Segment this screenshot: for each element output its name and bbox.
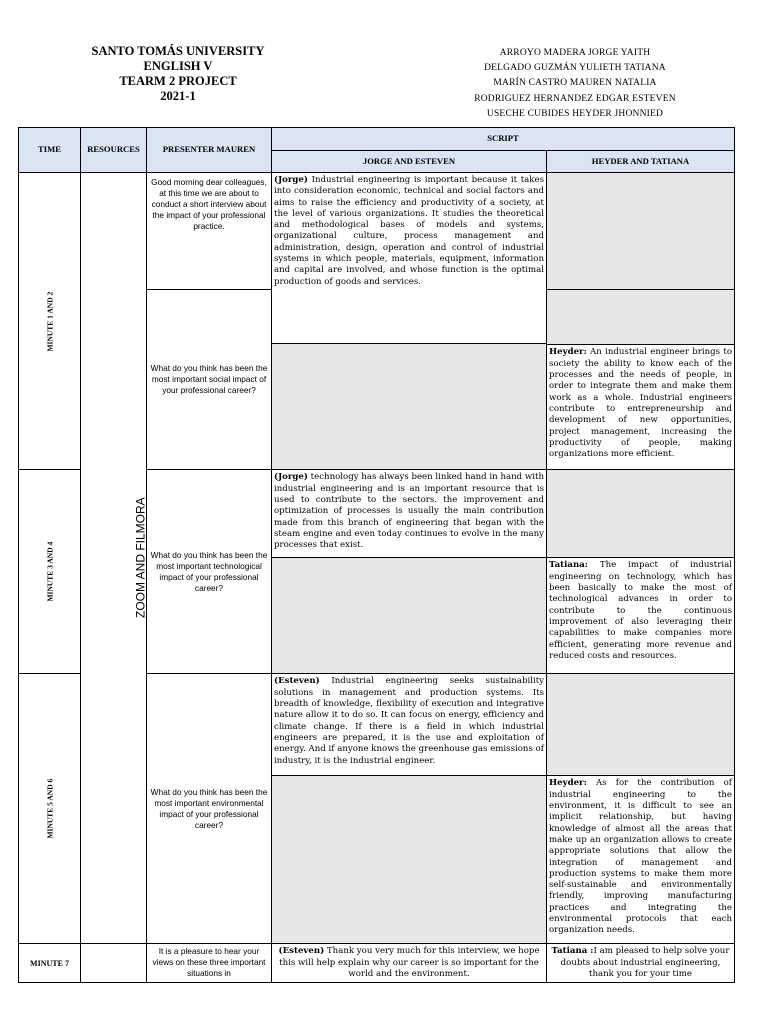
student-name: RODRIGUEZ HERNANDEZ EDGAR ESTEVEN [474,93,676,104]
document-title-block [78,44,278,104]
university-name: SANTO TOMÁS UNIVERSITY [91,44,265,58]
presenter-question-social: What do you think has been the most important social impact of your professional career? [147,290,272,470]
script-tatiana-closing: Tatiana :I am pleased to help solve your doubts about industrial engineering, thank you for your time [547,944,735,983]
header-jorge-esteven: JORGE AND ESTEVEN [272,151,547,173]
empty-cell [547,674,735,776]
term-year: 2021-1 [160,89,196,103]
script-heyder-social: Heyder: An industrial engineer brings to society the ability to know each of the processes and the needs of people, in order to integrate them and make them work as a whole. Industrial engineers contribute to entrepreneurship and development of new opportunities, project management, increasing the productivity of people, making organizations more efficient. [549,347,732,460]
answer-cell [547,290,735,470]
student-name: MARÍN CASTRO MAUREN NATALIA [493,78,657,89]
header-script: SCRIPT [272,128,735,151]
student-name: USECHE CUBIDES HEYDER JHONNIED [486,108,664,119]
empty-cell [547,470,735,558]
script-heyder-environmental: Heyder: As for the contribution of industrial engineering to the environment, it is difficult to see an implicit relationship, but having knowledge of almost all the areas that make up an organization allows to create appropriate solutions that allow the integration of management and production systems to make them more self-sustainable and environmentally friendly, improving manufacturing practices and integrating the environmental protocols that each organization needs. [547,776,735,944]
presenter-closing: It is a pleasure to hear your views on these three important situations in [147,944,272,983]
script-jorge-social: (Jorge) Industrial engineering is important because it takes into consideration economic, technical and social factors and aims to raise the efficiency and productivity of a society, at the level of various organizations. It studies the theoretical and methodological bases of models and systems, organizational culture, process management and administration, design, operation and control of industrial systems in which people, materials, equipment, information and capital are involved, and whose function is the optimal production of goods and services. [272,173,547,290]
resources-cell-empty [81,944,147,983]
course-name: ENGLISH V [143,59,213,73]
empty-cell [272,776,547,944]
header-resources: RESOURCES [81,128,147,173]
student-name: DELGADO GUZMÁN YULIETH TATIANA [484,63,666,74]
resources-label: ZOOM AND FILMORA [133,496,148,618]
script-esteven-environmental: (Esteven) Industrial engineering seeks sustainability solutions in management and production systems. Its breadth of knowledge, flexibility of execution and integrative nature allow it to do so. It can focus on energy, efficiency and climate change. If there is a field in which industrial engineers are prepared, it is the use and exploitation of energy. And if anyone knows the greenhouse gas emissions of industry, it is the industrial engineer. [272,674,547,776]
time-cell: MINUTE 5 AND 6 [19,674,81,944]
presenter-question-technological: What do you think has been the most important technological impact of your professional career? [147,470,272,674]
header-time: TIME [19,128,81,173]
time-cell: MINUTE 3 AND 4 [19,470,81,674]
time-cell: MINUTE 1 AND 2 [19,173,81,470]
header-presenter: PRESENTER MAUREN [147,128,272,173]
header-heyder-tatiana: HEYDER AND TATIANA [547,151,735,173]
empty-cell [272,290,547,470]
script-esteven-closing: (Esteven) Thank you very much for this interview, we hope this will help explain why our career is so important for the world and the environment. [272,944,547,983]
empty-cell [272,558,547,674]
resources-cell [81,173,147,944]
script-jorge-technological: (Jorge) technology has always been linked hand in hand with industrial engineering and is an important resource that is used to contribute to the sectors. the improvement and optimization of processes is usually the main contribution made from this branch of engineering that began with the steam engine and even today continues to evolve in the many processes that exist. [272,470,547,558]
project-name: TEARM 2 PROJECT [119,74,237,88]
presenter-question-environmental: What do you think has been the most important environmental impact of your professional career? [147,674,272,944]
script-tatiana-technological: Tatiana: The impact of industrial engineering on technology, which has been basically to make the most of technological advances in order to contribute to the continuous improvement of also leveraging their capabilities to make companies more efficient, generating more revenue and reduced costs and resources. [547,558,735,674]
student-list [450,46,700,122]
student-name: ARROYO MADERA JORGE YAITH [499,48,651,58]
empty-cell [547,173,735,290]
script-table [18,127,735,983]
time-cell: MINUTE 7 [19,944,81,983]
presenter-greeting: Good morning dear colleagues, at this time we are about to conduct a short interview about the impact of your professional practice. [147,173,272,290]
